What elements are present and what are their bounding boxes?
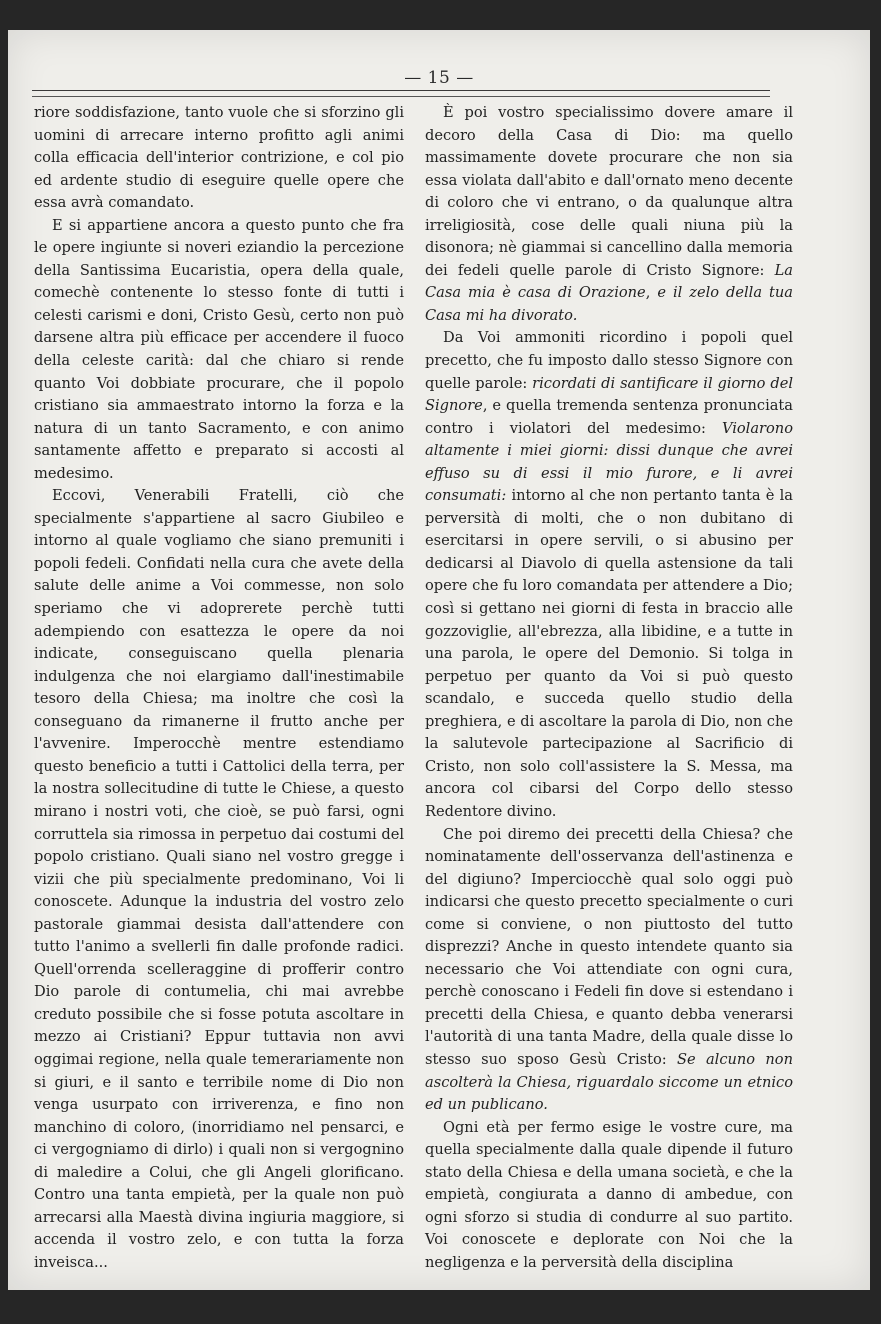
text-run: Che poi diremo dei precetti della Chiesa? che nominatamente dell'osservanza dell'astinenza e del digiuno? Imperciocchè qual solo oggi può indicarsi che questo precetto specialmente o curi come si conviene, o non piuttosto del tutto disprezzi? Anche in questo intendete quanto sia necessario che Voi attendiate con ogni cura, perchè conoscano i Fedeli fin dove si estendano i precetti della Chiesa, e quanto debba venerarsi l'autorità di una tanta Madre, della quale disse lo stesso suo sposo Gesù Cristo: xyxy=(425,825,793,1068)
page-number: — 15 — xyxy=(404,68,474,88)
header-rule xyxy=(32,90,770,97)
document-page xyxy=(8,30,870,1290)
right-column xyxy=(425,102,793,1274)
italic-quote: Se alcuno non ascolterà la Chiesa, riguardalo siccome un etnico ed un publicano. xyxy=(425,1050,793,1114)
left-paragraph-2: E si appartiene ancora a questo punto che fra le opere ingiunte si noveri eziandio la percezione della Santissima Eucaristia, opera della quale, comechè contenente lo stesso fonte di tutti i celesti carismi e doni, Cristo Gesù, certo non può darsene altra più efficace per accendere il fuoco della celeste carità: dal che chiaro si rende quanto Voi dobbiate procurare, che il popolo cristiano sia ammaestrato intorno la forza e la natura di un tanto Sacramento, e con animo santamente affetto e preparato si accosti al medesimo. xyxy=(34,216,404,482)
italic-quote: La Casa mia è casa di Orazione xyxy=(425,261,793,302)
left-column xyxy=(34,102,404,1274)
text-run: , xyxy=(645,284,658,302)
right-paragraph-3 xyxy=(425,824,793,1117)
left-paragraph-1: riore soddisfazione, tanto vuole che si sforzino gli uomini di arrecare interno profitto agli animi colla efficacia dell'interior contrizione, e col pio ed ardente studio di eseguire quelle opere che essa avrà comandato. xyxy=(34,104,404,212)
italic-quote: e il zelo della tua Casa mi ha divorato. xyxy=(425,284,793,324)
right-paragraph-1 xyxy=(425,102,793,327)
italic-quote: Violarono altamente i miei giorni: dissi dunque che avrei effuso su di essi il mio furore, e li avrei consumati: xyxy=(425,419,793,505)
text-run: Da Voi ammoniti ricordino i popoli quel precetto, che fu imposto dallo stesso Signore con quelle parole: xyxy=(425,329,793,392)
text-run: intorno al che non pertanto tanta è la perversità di molti, che o non dubitano di esercitarsi in opere servili, o si abusino per dedicarsi al Diavolo di quella astensione da tali opere che fu loro comandata per attendere a Dio; così si gettano nei giorni di festa in braccio alle gozzoviglie, all'ebrezza, alla libidine, e a tutte in una parola, le opere del Demonio. Si tolga in perpetuo per quanto da Voi si può questo scandalo, e succeda quello studio della preghiera, e di ascoltare la parola di Dio, non che la salutevole partecipazione al Sacrificio di Cristo, non solo coll'assistere la S. Messa, ma ancora col cibarsi del Corpo dello stesso Redentore divino. xyxy=(425,487,793,820)
right-paragraph-4 xyxy=(425,1117,793,1275)
right-paragraph-2 xyxy=(425,327,793,823)
left-paragraph-3: Eccovi, Venerabili Fratelli, ciò che specialmente s'appartiene al sacro Giubileo e intorno al quale vogliamo che siano premuniti i popoli fedeli. Confidati nella cura che avete della salute delle anime a Voi commesse, non solo speriamo che vi adoprerete perchè tutti adempiendo con esattezza le opere da noi indicate, conseguiscano quella plenaria indulgenza che noi elargiamo dall'inestimabile tesoro della Chiesa; ma inoltre che così la conseguano da rimanerne il frutto anche per l'avvenire. Imperocchè mentre estendiamo questo beneficio a tutti i Cattolici della terra, per la nostra sollecitudine di tutte le Chiese, a questo mirano i nostri voti, che cioè, se può farsi, ogni corruttela sia rimossa in perpetuo dai costumi del popolo cristiano. Quali siano nel vostro gregge i vizii che più specialmente predominano, Voi li conoscete. Adunque la industria del vostro zelo pastorale giammai desista dall'attendere con tutto l'animo a svellerli fin dalle profonde radici. Quell'orrenda scelleraggine di profferir contro Dio parole di contumelia, chi mai avrebbe creduto possibile che si fosse potuta ascoltare in mezzo ai Cristiani? Eppur tuttavia non avvi oggimai regione, nella quale temerariamente non si giuri, e il santo e terribile nome di Dio non venga usurpato con irriverenza, e fino non manchino di coloro, (inorridiamo nel pensarci, e ci vergogniamo di dirlo) i quali non si vergognino di maledire a Colui, che gli Angeli glorificano. Contro una tanta empietà, per la quale non può arrecarsi alla Maestà divina ingiuria maggiore, si accenda il vostro zelo, e con tutta la forza inveisca... xyxy=(34,487,404,1271)
text-run: Ogni età per fermo esige le vostre cure, ma quella specialmente dalla quale dipende il futuro stato della Chiesa e della umana società, e che la empietà, congiurata a danno di ambedue, con ogni sforzo si studia di condurre al suo partito. Voi conoscete e deplorate con Noi che la negligenza e la perversità della disciplina xyxy=(425,1118,793,1271)
text-run: , e quella tremenda sentenza pronunciata contro i violatori del medesimo: xyxy=(425,397,793,437)
text-run: È poi vostro specialissimo dovere amare il decoro della Casa di Dio: ma quello massimamente dovete procurare che non sia essa violata dall'abito e dall'ornato meno decente di coloro che vi entrano, o da qualunque altra irreligiosità, cose delle quali niuna più la disonora; nè giammai si cancellino dalla memoria dei fedeli quelle parole di Cristo Signore: xyxy=(425,104,793,279)
italic-quote: ricordati di santificare il giorno del Signore xyxy=(425,374,793,415)
